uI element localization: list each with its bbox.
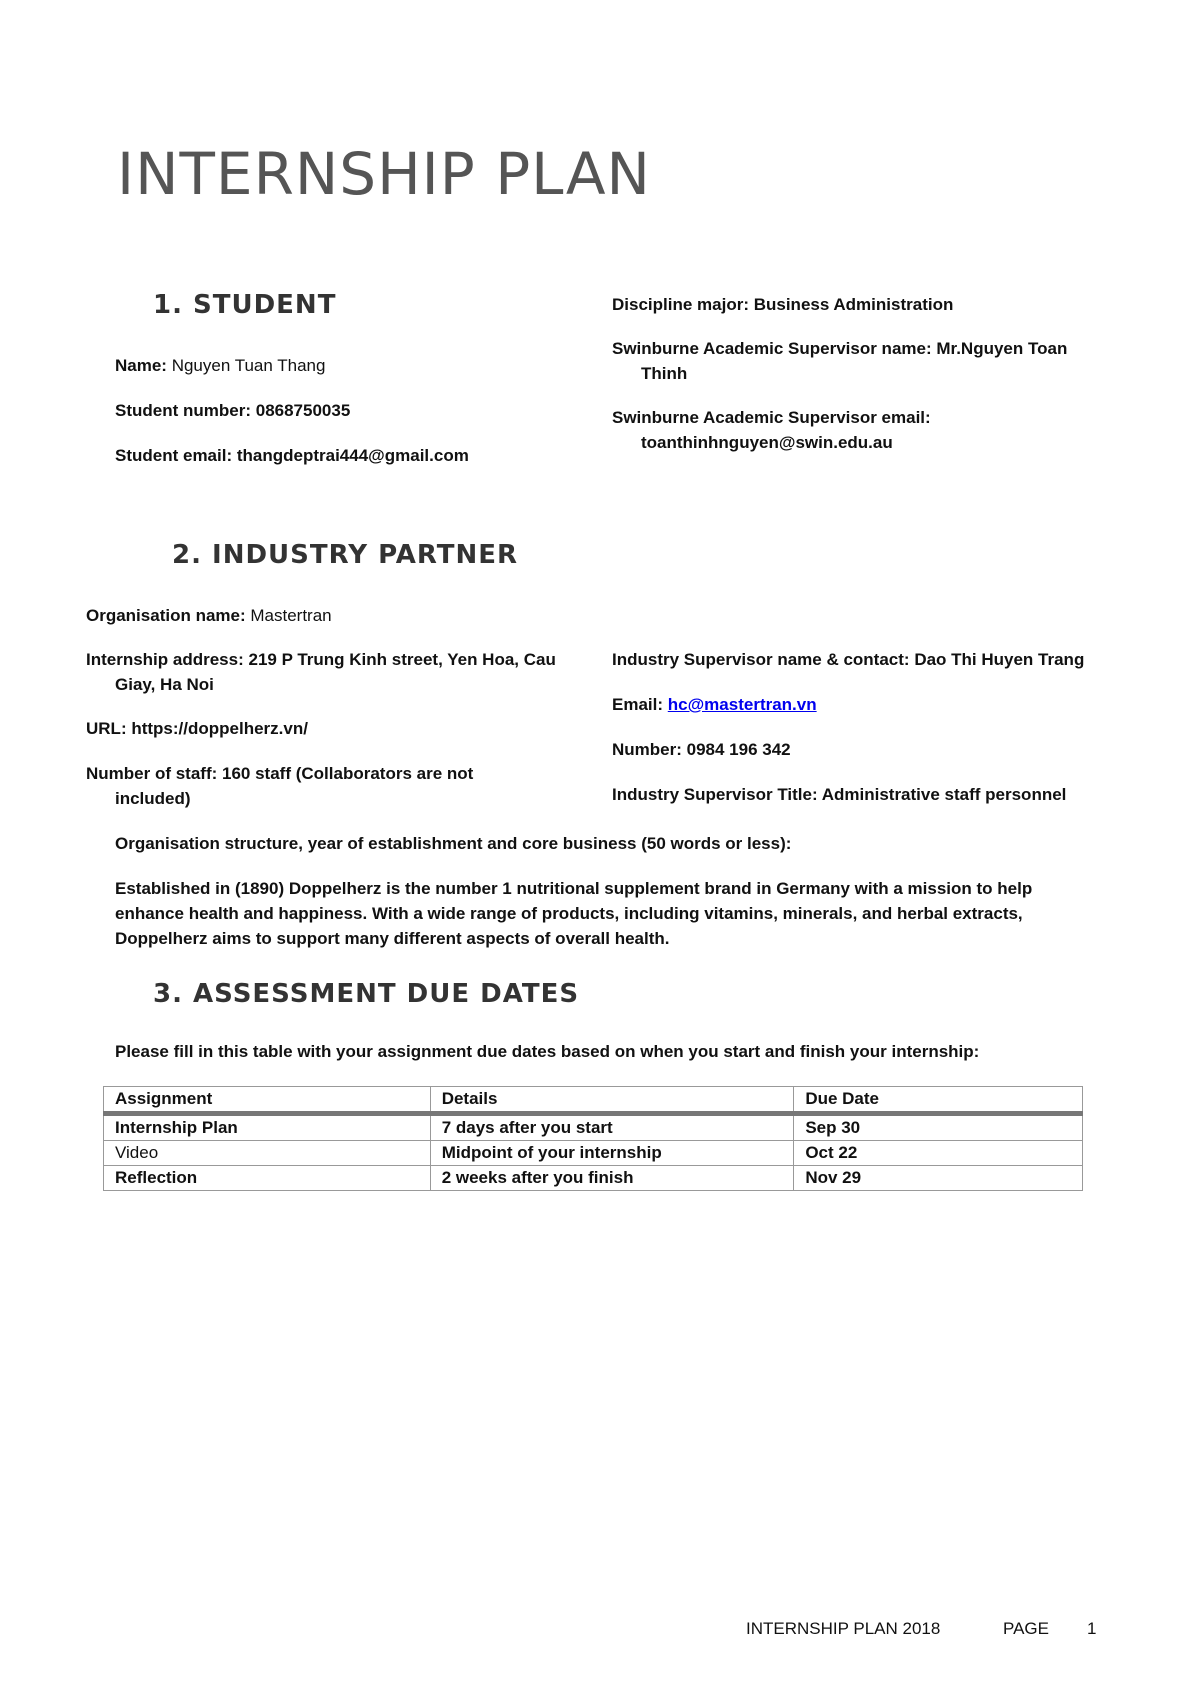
internship-address-value: 219 P Trung Kinh street, Yen Hoa, Cau xyxy=(248,650,556,669)
industry-supervisor-field xyxy=(612,647,1084,672)
details-cell: Midpoint of your internship xyxy=(430,1141,794,1166)
student-email-label: Student email: xyxy=(115,446,233,465)
org-description-line: Established in (1890) Doppelherz is the number 1 nutritional supplement brand in Germany with a mission to help xyxy=(115,879,1033,898)
org-description-line: enhance health and happiness. With a wide range of products, including vitamins, minerals, and herbal extracts, xyxy=(115,904,1023,923)
academic-supervisor-value-cont: Thinh xyxy=(641,364,688,383)
industry-email-link[interactable]: hc@mastertran.vn xyxy=(667,695,817,714)
assessment-heading: 3. ASSESSMENT DUE DATES xyxy=(153,979,580,1009)
staff-count-value: 160 staff (Collaborators are not xyxy=(222,764,474,783)
table-row xyxy=(104,1114,1083,1141)
staff-count-label: Number of staff: xyxy=(86,764,218,783)
table-row xyxy=(104,1166,1083,1191)
details-cell: 7 days after you start xyxy=(430,1114,794,1141)
org-name-field xyxy=(86,603,332,628)
student-name-field xyxy=(115,353,325,378)
industry-supervisor-label: Industry Supervisor name & contact: xyxy=(612,650,910,669)
table-header-row xyxy=(104,1087,1083,1114)
student-heading: 1. STUDENT xyxy=(153,290,337,320)
due-date-cell: Sep 30 xyxy=(794,1114,1083,1141)
industry-phone-label: Number: xyxy=(612,740,682,759)
assignment-cell: Internship Plan xyxy=(104,1114,431,1141)
footer-page-number: 1 xyxy=(1087,1619,1097,1638)
assignment-cell: Reflection xyxy=(104,1166,431,1191)
academic-supervisor-label: Swinburne Academic Supervisor name: xyxy=(612,339,932,358)
url-label: URL: xyxy=(86,719,127,738)
url-field xyxy=(86,716,308,741)
table-row xyxy=(104,1141,1083,1166)
details-cell: 2 weeks after you finish xyxy=(430,1166,794,1191)
org-name-value: Mastertran xyxy=(250,606,332,625)
industry-supervisor-value: Dao Thi Huyen Trang xyxy=(914,650,1085,669)
assessment-instruction: Please fill in this table with your assignment due dates based on when you start and finish your internship: xyxy=(115,1042,980,1061)
student-number-value: 0868750035 xyxy=(255,401,351,420)
due-date-cell: Nov 29 xyxy=(794,1166,1083,1191)
discipline-value: Business Administration xyxy=(753,295,954,314)
industry-phone-value: 0984 196 342 xyxy=(686,740,791,759)
org-description xyxy=(115,876,1115,951)
student-name-label: Name: xyxy=(115,356,167,375)
academic-supervisor-email-label: Swinburne Academic Supervisor email: xyxy=(612,408,931,427)
industry-phone-field xyxy=(612,737,791,762)
assignment-cell: Video xyxy=(104,1141,431,1166)
student-number-label: Student number: xyxy=(115,401,251,420)
url-value: https://doppelherz.vn/ xyxy=(131,719,308,738)
academic-supervisor-value: Mr.Nguyen Toan xyxy=(936,339,1068,358)
industry-email-field xyxy=(612,692,817,717)
academic-supervisor-email-field xyxy=(612,405,931,455)
student-number-field xyxy=(115,398,350,423)
internship-address-field xyxy=(86,647,586,697)
org-description-line: Doppelherz aims to support many different aspects of overall health. xyxy=(115,929,670,948)
discipline-label: Discipline major: xyxy=(612,295,749,314)
column-header-assignment: Assignment xyxy=(104,1087,431,1114)
document-title: INTERNSHIP PLAN xyxy=(117,140,651,208)
staff-count-value-cont: included) xyxy=(115,789,191,808)
academic-supervisor-email-value: toanthinhnguyen@swin.edu.au xyxy=(641,433,893,452)
assessment-table xyxy=(103,1086,1083,1191)
column-header-details: Details xyxy=(430,1087,794,1114)
industry-title-label: Industry Supervisor Title: xyxy=(612,785,818,804)
org-name-label: Organisation name: xyxy=(86,606,246,625)
footer-page-label: PAGE xyxy=(1003,1619,1049,1638)
student-email-field xyxy=(115,443,469,468)
student-name-value: Nguyen Tuan Thang xyxy=(171,356,326,375)
internship-address-label: Internship address: xyxy=(86,650,244,669)
student-email-value: thangdeptrai444@gmail.com xyxy=(236,446,469,465)
due-date-cell: Oct 22 xyxy=(794,1141,1083,1166)
industry-email-label: Email: xyxy=(612,695,664,714)
structure-prompt: Organisation structure, year of establishment and core business (50 words or less): xyxy=(115,834,792,853)
footer-label: INTERNSHIP PLAN 2018 xyxy=(746,1619,941,1638)
column-header-due-date: Due Date xyxy=(794,1087,1083,1114)
internship-address-value-cont: Giay, Ha Noi xyxy=(115,675,214,694)
discipline-field xyxy=(612,292,953,317)
industry-heading: 2. INDUSTRY PARTNER xyxy=(172,540,519,570)
industry-title-value: Administrative staff personnel xyxy=(821,785,1067,804)
staff-count-field xyxy=(86,761,586,811)
academic-supervisor-field xyxy=(612,336,1092,386)
industry-title-field xyxy=(612,782,1066,807)
